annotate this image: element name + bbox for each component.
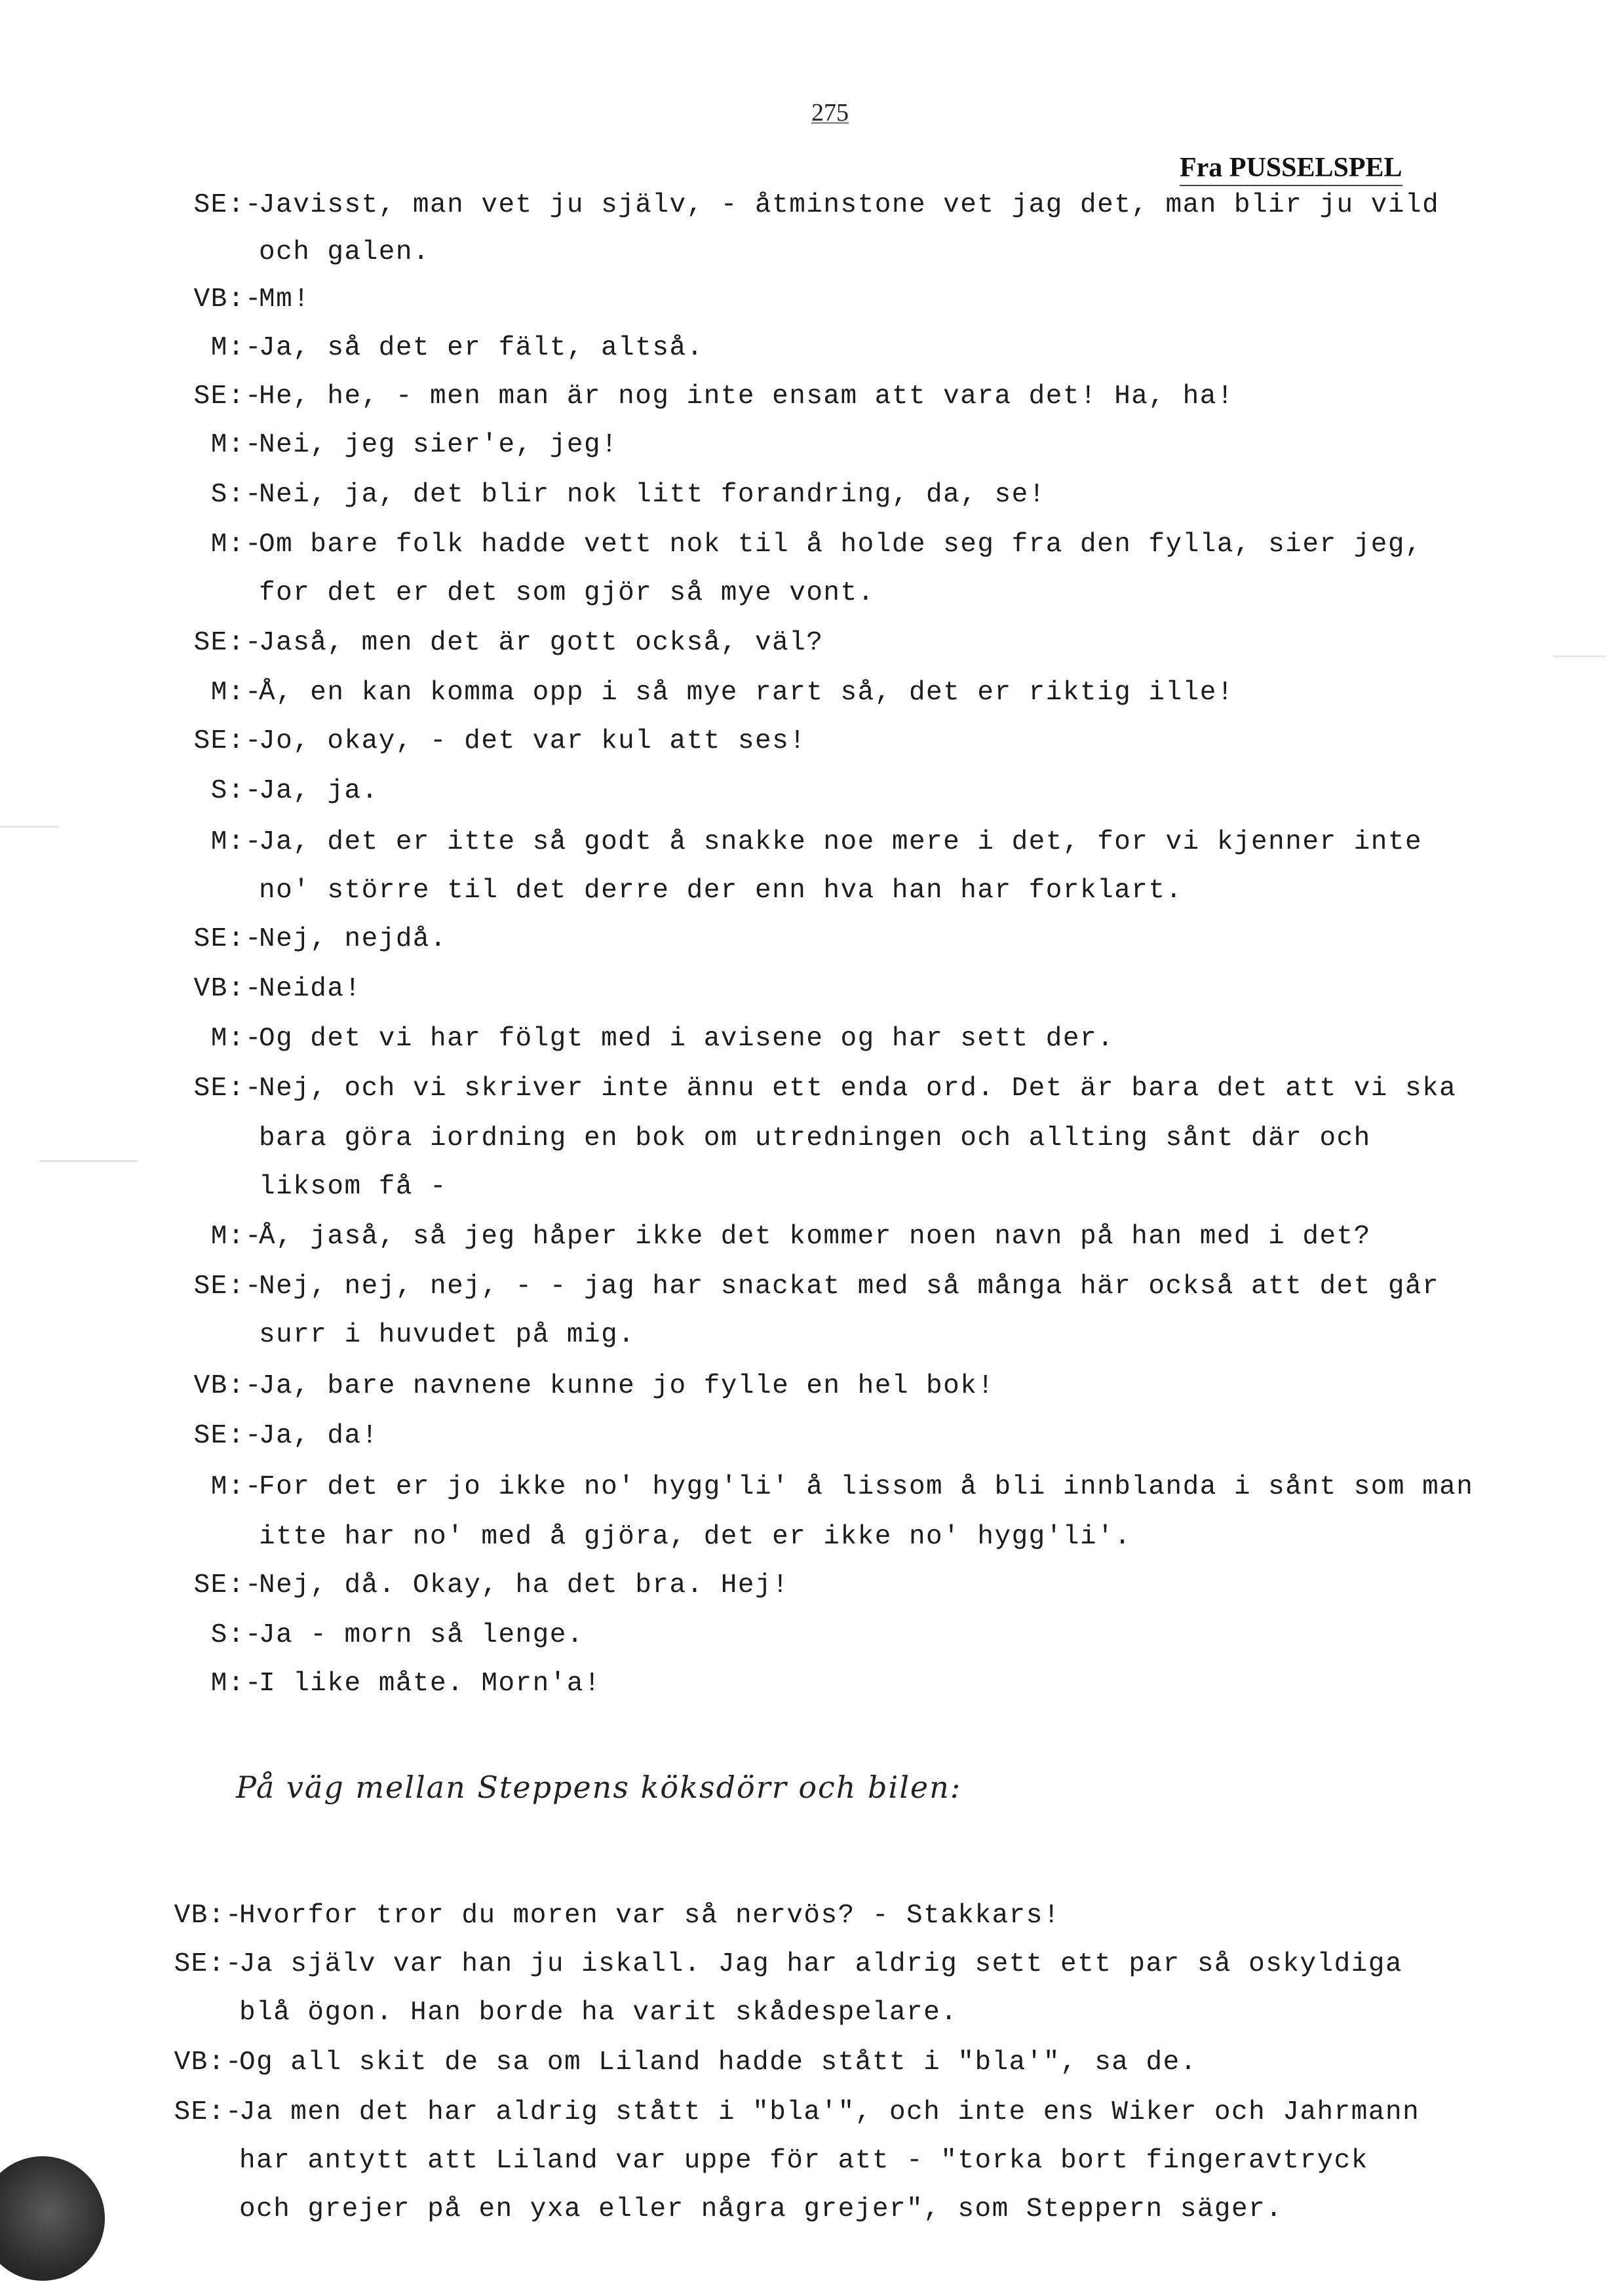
transcript-line: Ja, bare navnene kunne jo fylle en hel bok! <box>259 1371 995 1401</box>
speaker-label: M:- <box>210 827 262 857</box>
transcript-line: Jo, okay, - det var kul att ses! <box>259 726 807 756</box>
speaker-label: SE:- <box>193 381 262 412</box>
speaker-label: M:- <box>210 333 262 363</box>
speaker-label: VB:- <box>174 2047 242 2078</box>
transcript-line: Nej, nejdå. <box>259 924 448 954</box>
speaker-label: VB:- <box>174 1901 242 1931</box>
speaker-label: M:- <box>210 430 262 460</box>
transcript-line: Og det vi har fölgt med i avisene og har sett der. <box>259 1024 1115 1054</box>
transcript-line: Neida! <box>259 974 362 1004</box>
transcript-line: for det er det som gjör så mye vont. <box>259 578 875 608</box>
speaker-label: VB:- <box>193 1371 262 1401</box>
transcript-line: no' större til det derre der enn hva han har forklart. <box>259 876 1183 906</box>
transcript-line: Ja - morn så lenge. <box>259 1620 584 1650</box>
transcript-line: Ja själv var han ju iskall. Jag har aldrig sett ett par så oskyldiga <box>239 1949 1403 1979</box>
transcript-line: Nei, ja, det blir nok litt forandring, da, se! <box>259 480 1046 510</box>
scan-smudge <box>39 1160 138 1162</box>
speaker-label: SE:- <box>193 1074 262 1104</box>
transcript-line: Ja men det har aldrig stått i "bla'", och inte ens Wiker och Jahrmann <box>239 2097 1420 2127</box>
transcript-line: He, he, - men man är nog inte ensam att vara det! Ha, ha! <box>259 381 1234 412</box>
transcript-line: Ja, det er itte så godt å snakke noe mere i det, for vi kjenner inte <box>259 827 1423 857</box>
speaker-label: S:- <box>210 1620 262 1650</box>
transcript-line: Mm! <box>259 284 311 315</box>
transcript-line: Ja, da! <box>259 1421 379 1451</box>
transcript-line: och grejer på en yxa eller några grejer", som Steppern säger. <box>239 2194 1283 2224</box>
speaker-label: M:- <box>210 530 262 560</box>
transcript-line: och galen. <box>259 237 431 267</box>
scan-smudge <box>0 826 59 828</box>
transcript-line: Å, en kan komma opp i så mye rart så, det er riktig ille! <box>259 678 1234 708</box>
transcript-line: Hvorfor tror du moren var så nervös? - Stakkars! <box>239 1901 1060 1931</box>
punch-hole-icon <box>0 2156 105 2281</box>
transcript-line: Nej, då. Okay, ha det bra. Hej! <box>259 1570 790 1600</box>
page-number: 275 <box>811 99 849 126</box>
speaker-label: SE:- <box>174 1949 242 1979</box>
transcript-line: itte har no' med å gjöra, det er ikke no' hygg'li'. <box>259 1522 1132 1552</box>
transcript-line: surr i huvudet på mig. <box>259 1320 636 1350</box>
transcript-line: Ja, så det er fält, altså. <box>259 333 704 363</box>
speaker-label: M:- <box>210 1669 262 1699</box>
source-stamp: Fra PUSSELSPEL <box>1180 152 1402 186</box>
transcript-line: Om bare folk hadde vett nok til å holde seg fra den fylla, sier jeg, <box>259 530 1423 560</box>
speaker-label: SE:- <box>193 726 262 756</box>
speaker-label: M:- <box>210 678 262 708</box>
speaker-label: VB:- <box>193 974 262 1004</box>
transcript-line: Javisst, man vet ju själv, - åtminstone vet jag det, man blir ju vild <box>259 190 1440 220</box>
transcript-line: Nej, nej, nej, - - jag har snackat med så många här också att det går <box>259 1271 1440 1302</box>
speaker-label: SE:- <box>193 190 262 220</box>
transcript-line: Nei, jeg sier'e, jeg! <box>259 430 619 460</box>
speaker-label: S:- <box>210 776 262 806</box>
transcript-line: Nej, och vi skriver inte ännu ett enda ord. Det är bara det att vi ska <box>259 1074 1457 1104</box>
transcript-line: liksom få - <box>259 1172 448 1202</box>
speaker-label: SE:- <box>193 924 262 954</box>
transcript-line: Jaså, men det är gott också, väl? <box>259 628 824 658</box>
transcript-line: Å, jaså, så jeg håper ikke det kommer noen navn på han med i det? <box>259 1222 1371 1252</box>
speaker-label: M:- <box>210 1222 262 1252</box>
transcript-line: har antytt att Liland var uppe för att - "torka bort fingeravtryck <box>239 2146 1368 2176</box>
speaker-label: SE:- <box>193 1570 262 1600</box>
speaker-label: S:- <box>210 480 262 510</box>
speaker-label: M:- <box>210 1472 262 1502</box>
speaker-label: SE:- <box>174 2097 242 2127</box>
speaker-label: VB:- <box>193 284 262 315</box>
transcript-line: For det er jo ikke no' hygg'li' å lissom å bli innblanda i sånt som man <box>259 1472 1474 1502</box>
transcript-line: Og all skit de sa om Liland hadde stått i "bla'", sa de. <box>239 2047 1197 2078</box>
transcript-line: I like måte. Morn'a! <box>259 1669 602 1699</box>
section-heading: På väg mellan Steppens köksdörr och bilen: <box>236 1770 962 1805</box>
transcript-line: bara göra iordning en bok om utredningen och allting sånt där och <box>259 1123 1371 1153</box>
transcript-line: Ja, ja. <box>259 776 379 806</box>
speaker-label: SE:- <box>193 1271 262 1302</box>
speaker-label: SE:- <box>193 1421 262 1451</box>
speaker-label: M:- <box>210 1024 262 1054</box>
speaker-label: SE:- <box>193 628 262 658</box>
transcript-line: blå ögon. Han borde ha varit skådespelare. <box>239 1998 958 2028</box>
scan-smudge <box>1553 655 1606 657</box>
